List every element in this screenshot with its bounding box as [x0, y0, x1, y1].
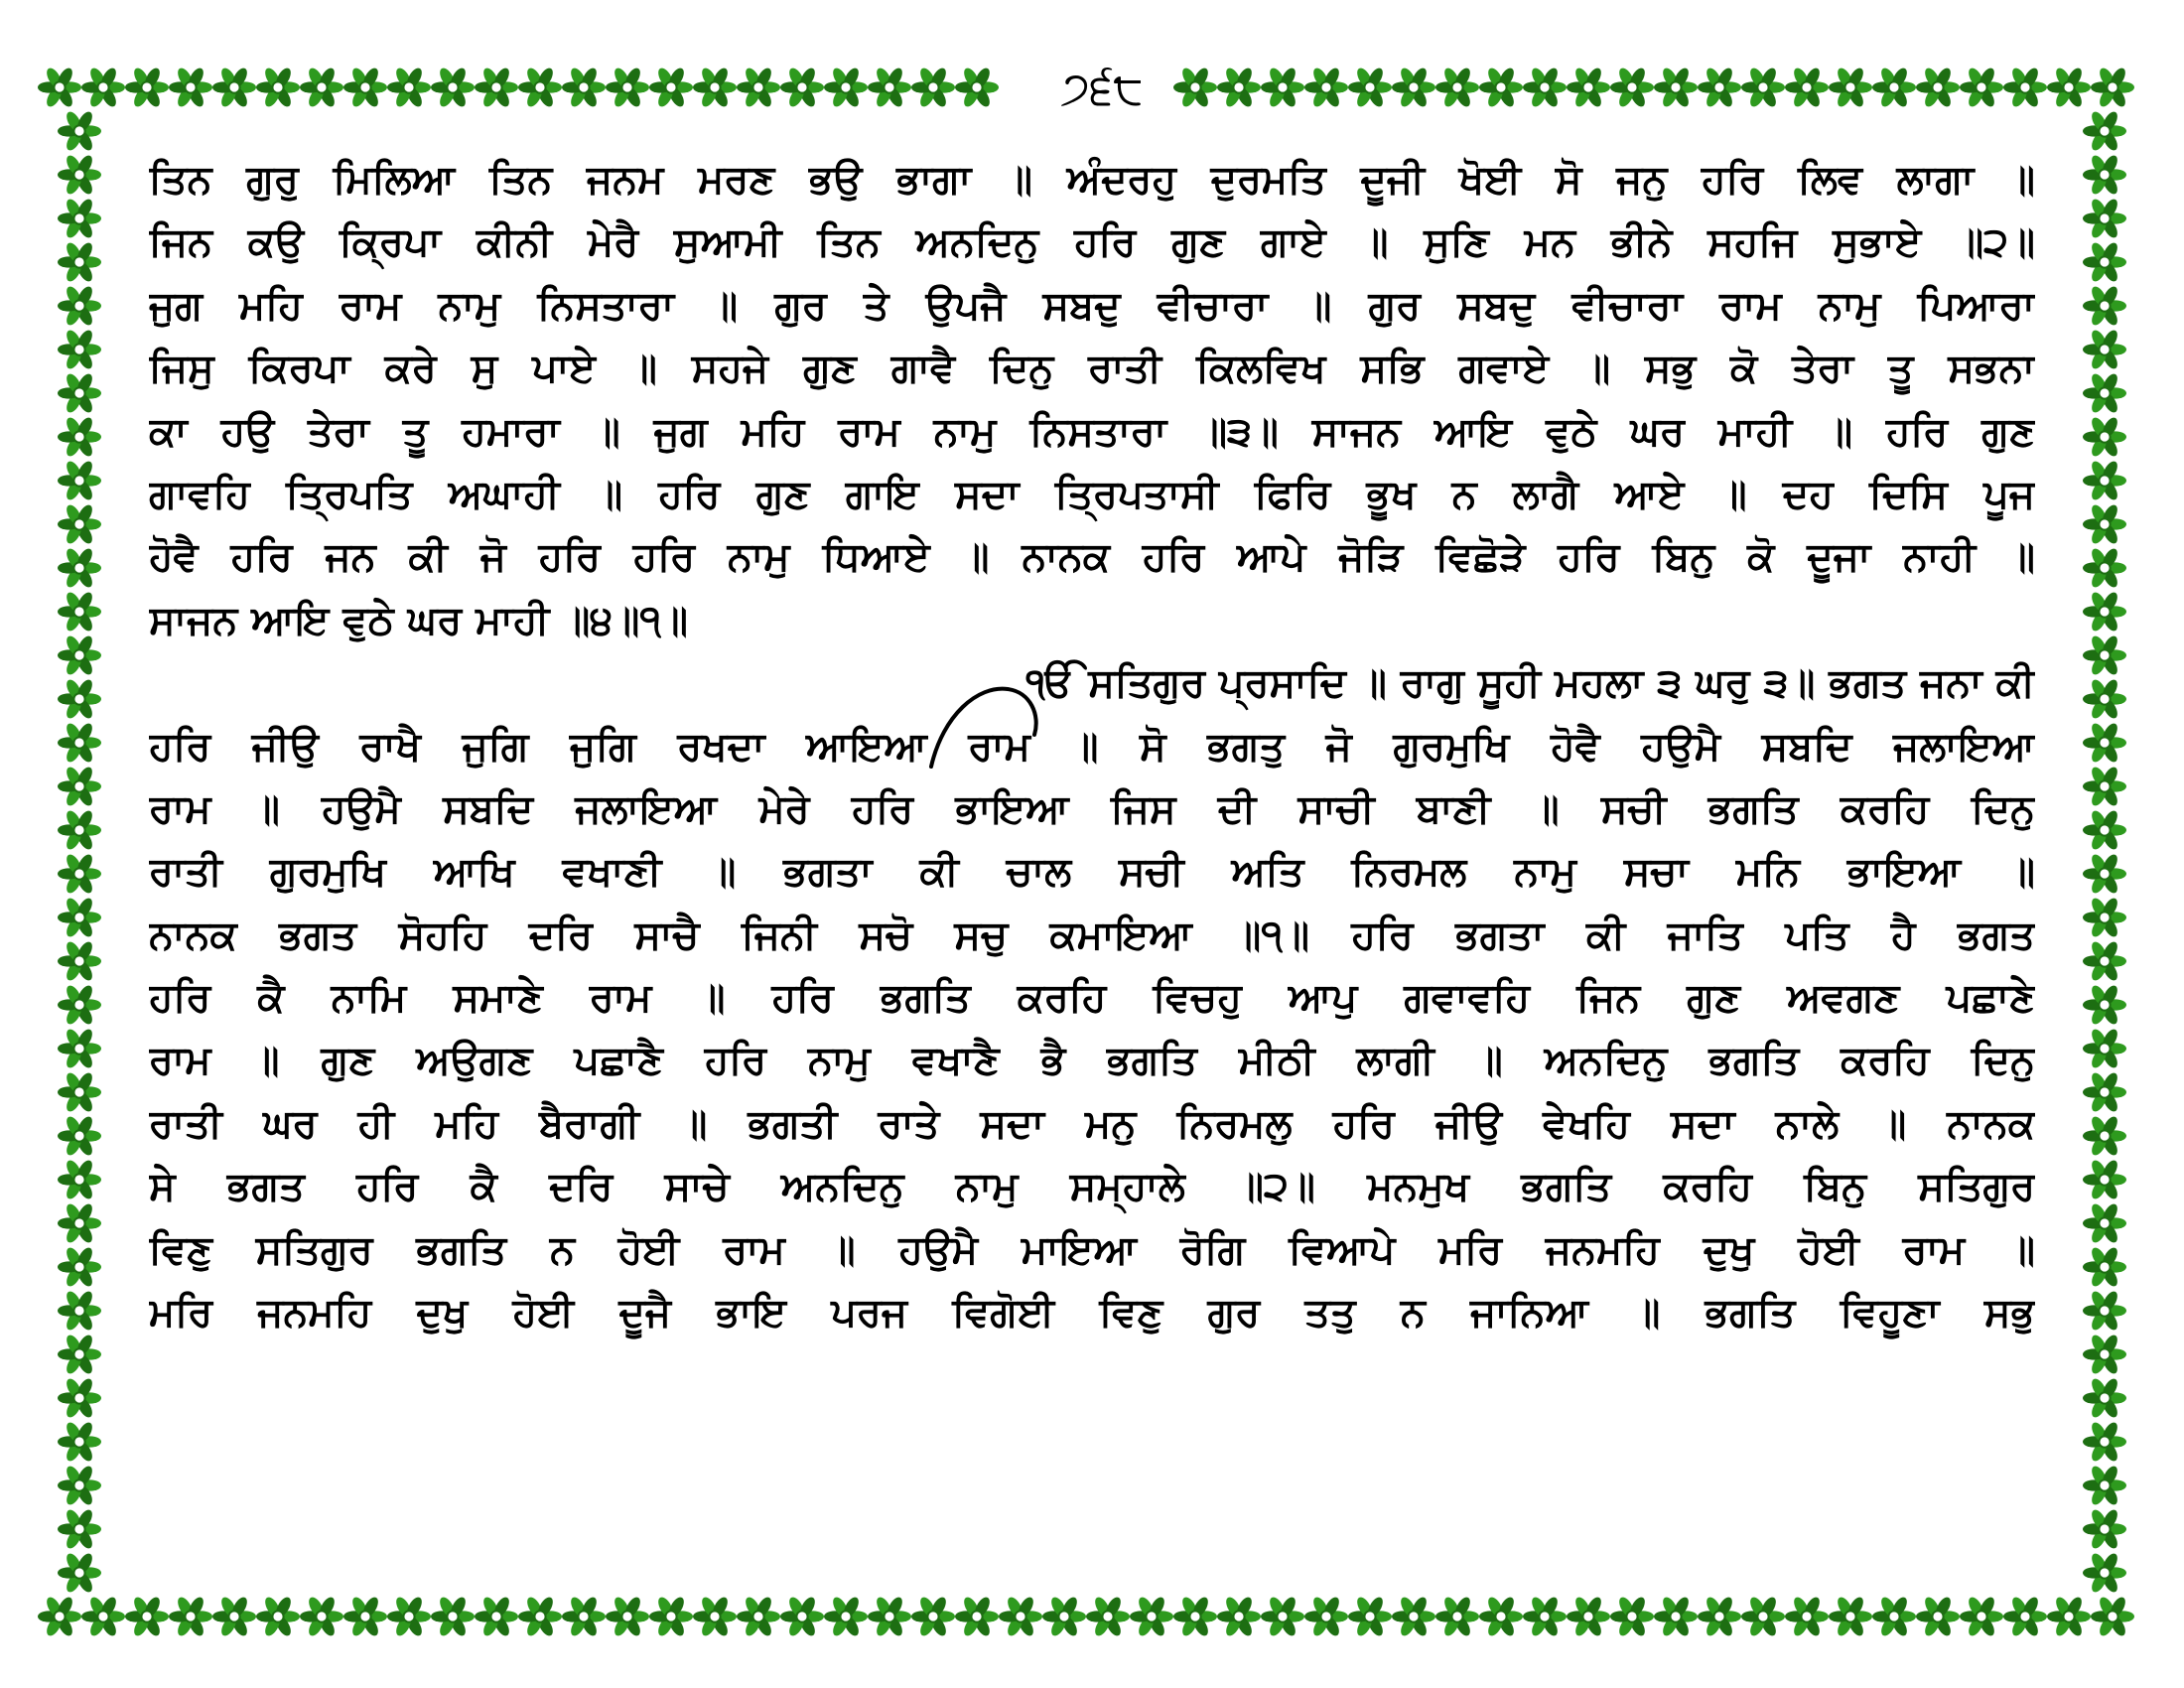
flower-ornament-icon — [58, 1420, 101, 1464]
text-line: ਗਾਵਹਿ ਤ੍ਰਿਪਤਿ ਅਘਾਹੀ ॥ ਹਰਿ ਗੁਣ ਗਾਇ ਸਦਾ ਤ੍ਰਿਪਤਾਸੀ ਫਿਰਿ ਭੂਖ ਨ ਲਾਗੈ ਆਏ ॥ ਦਹ ਦਿਸਿ ਪੂਜ — [149, 471, 2035, 517]
flower-ornament-icon — [606, 66, 649, 109]
text-line: ਰਾਮ ॥ ਹਉਮੈ ਸਬਦਿ ਜਲਾਇਆ ਮੇਰੇ ਹਰਿ ਭਾਇਆ ਜਿਸ ਦੀ ਸਾਚੀ ਬਾਣੀ ॥ ਸਚੀ ਭਗਤਿ ਕਰਹਿ ਦਿਨੁ — [149, 785, 2035, 832]
flower-ornament-icon — [169, 66, 212, 109]
flower-ornament-icon — [693, 1595, 737, 1638]
flower-ornament-icon — [824, 1595, 868, 1638]
flower-ornament-icon — [58, 546, 101, 590]
flower-ornament-icon — [1567, 66, 1610, 109]
flower-ornament-icon — [81, 1595, 125, 1638]
flower-ornament-icon — [1261, 66, 1304, 109]
flower-ornament-icon — [518, 66, 562, 109]
flower-ornament-icon — [2083, 983, 2126, 1027]
flower-ornament-icon — [1261, 1595, 1304, 1638]
flower-ornament-icon — [1304, 1595, 1348, 1638]
flower-ornament-icon — [2083, 1464, 2126, 1507]
flower-ornament-icon — [475, 66, 518, 109]
flower-ornament-icon — [58, 939, 101, 983]
flower-ornament-icon — [1479, 66, 1523, 109]
flower-ornament-icon — [2083, 721, 2126, 765]
text-line: ਹੋਵੈ ਹਰਿ ਜਨ ਕੀ ਜੋ ਹਰਿ ਹਰਿ ਨਾਮੁ ਧਿਆਏ ॥ ਨਾਨਕ ਹਰਿ ਆਪੇ ਜੋੜਿ ਵਿਛੋੜੇ ਹਰਿ ਬਿਨੁ ਕੋ ਦੂਜਾ ਨਾਹੀ ॥ — [149, 534, 2035, 581]
flower-ornament-icon — [58, 633, 101, 677]
flower-ornament-icon — [1916, 66, 1960, 109]
flower-ornament-icon — [58, 1201, 101, 1245]
flower-ornament-icon — [58, 197, 101, 240]
flower-ornament-icon — [1654, 1595, 1698, 1638]
flower-ornament-icon — [58, 677, 101, 721]
flower-ornament-icon — [2083, 1289, 2126, 1333]
flower-ornament-icon — [2083, 459, 2126, 502]
flower-ornament-icon — [125, 66, 169, 109]
flower-ornament-icon — [212, 1595, 256, 1638]
text-line: ਤਿਨ ਗੁਰੁ ਮਿਲਿਆ ਤਿਨ ਜਨਮ ਮਰਣ ਭਉ ਭਾਗਾ ॥ ਅੰਦਰਹੁ ਦੁਰਮਤਿ ਦੂਜੀ ਖੋਈ ਸੋ ਜਨੁ ਹਰਿ ਲਿਵ ਲਾਗਾ ॥ — [149, 157, 2035, 203]
flower-ornament-icon — [911, 1595, 955, 1638]
flower-ornament-icon — [1435, 1595, 1479, 1638]
flower-ornament-icon — [2083, 1245, 2126, 1289]
flower-ornament-icon — [2091, 1595, 2134, 1638]
flower-ornament-icon — [1130, 1595, 1173, 1638]
flower-ornament-icon — [58, 896, 101, 939]
flower-ornament-icon — [58, 1070, 101, 1114]
text-line: ਹਰਿ ਜੀਉ ਰਾਖੈ ਜੁਗਿ ਜੁਗਿ ਰਖਦਾ ਆਇਆ ਰਾਮ ॥ ਸੋ ਭਗਤੁ ਜੋ ਗੁਰਮੁਖਿ ਹੋਵੈ ਹਉਮੈ ਸਬਦਿ ਜਲਾਇਆ — [149, 723, 2035, 770]
flower-ornament-icon — [58, 1376, 101, 1420]
flower-ornament-icon — [58, 721, 101, 765]
flower-ornament-icon — [1829, 66, 1872, 109]
flower-ornament-icon — [1698, 1595, 1741, 1638]
flower-ornament-icon — [169, 1595, 212, 1638]
flower-ornament-icon — [2083, 896, 2126, 939]
flower-ornament-icon — [256, 1595, 300, 1638]
flower-ornament-icon — [2083, 415, 2126, 459]
flower-ornament-icon — [1610, 66, 1654, 109]
shabad-heading: ੴ ਸਤਿਗੁਰ ਪ੍ਰਸਾਦਿ ॥ ਰਾਗੁ ਸੂਹੀ ਮਹਲਾ ੩ ਘਰੁ ੩॥ ਭਗਤ ਜਨਾ ਕੀ — [1025, 660, 2035, 707]
flower-ornament-icon — [2003, 66, 2047, 109]
flower-ornament-icon — [58, 371, 101, 415]
text-line: ਜੁਗ ਮਹਿ ਰਾਮ ਨਾਮੁ ਨਿਸਤਾਰਾ ॥ ਗੁਰ ਤੇ ਉਪਜੈ ਸਬਦੁ ਵੀਚਾਰਾ ॥ ਗੁਰ ਸਬਦੁ ਵੀਚਾਰਾ ਰਾਮ ਨਾਮੁ ਪਿਆਰਾ — [149, 282, 2035, 329]
flower-ornament-icon — [1829, 1595, 1872, 1638]
flower-ornament-icon — [1392, 66, 1435, 109]
flower-ornament-icon — [58, 109, 101, 153]
flower-ornament-icon — [2083, 197, 2126, 240]
text-line: ਰਾਤੀ ਗੁਰਮੁਖਿ ਆਖਿ ਵਖਾਣੀ ॥ ਭਗਤਾ ਕੀ ਚਾਲ ਸਚੀ ਅਤਿ ਨਿਰਮਲ ਨਾਮੁ ਸਚਾ ਮਨਿ ਭਾਇਆ ॥ — [149, 849, 2035, 896]
flower-ornament-icon — [2083, 240, 2126, 284]
flower-ornament-icon — [58, 1114, 101, 1158]
flower-ornament-icon — [1567, 1595, 1610, 1638]
flower-ornament-icon — [780, 1595, 824, 1638]
flower-ornament-icon — [1304, 66, 1348, 109]
flower-ornament-icon — [2083, 328, 2126, 371]
flower-ornament-icon — [58, 284, 101, 328]
text-line: ਮਰਿ ਜਨਮਹਿ ਦੁਖੁ ਹੋਈ ਦੂਜੈ ਭਾਇ ਪਰਜ ਵਿਗੋਈ ਵਿਣੁ ਗੁਰ ਤਤੁ ਨ ਜਾਨਿਆ ॥ ਭਗਤਿ ਵਿਹੂਣਾ ਸਭੁ — [149, 1290, 2035, 1336]
flower-ornament-icon — [2083, 371, 2126, 415]
flower-ornament-icon — [649, 66, 693, 109]
flower-ornament-icon — [824, 66, 868, 109]
flower-ornament-icon — [1348, 66, 1392, 109]
flower-ornament-icon — [2083, 1507, 2126, 1551]
flower-ornament-icon — [1217, 66, 1261, 109]
flower-ornament-icon — [955, 1595, 999, 1638]
flower-ornament-icon — [387, 1595, 431, 1638]
flower-ornament-icon — [2083, 765, 2126, 808]
flower-ornament-icon — [737, 66, 780, 109]
text-line: ਨਾਨਕ ਭਗਤ ਸੋਹਹਿ ਦਰਿ ਸਾਚੈ ਜਿਨੀ ਸਚੋ ਸਚੁ ਕਮਾਇਆ ॥੧॥ ਹਰਿ ਭਗਤਾ ਕੀ ਜਾਤਿ ਪਤਿ ਹੈ ਭਗਤ — [149, 912, 2035, 958]
flower-ornament-icon — [300, 1595, 343, 1638]
flower-ornament-icon — [58, 240, 101, 284]
flower-ornament-icon — [1217, 1595, 1261, 1638]
flower-ornament-icon — [2083, 590, 2126, 633]
flower-ornament-icon — [1173, 66, 1217, 109]
flower-ornament-icon — [387, 66, 431, 109]
page-number: ੭੬੮ — [1032, 58, 1171, 117]
flower-ornament-icon — [58, 1464, 101, 1507]
flower-ornament-icon — [1435, 66, 1479, 109]
flower-ornament-icon — [58, 153, 101, 197]
flower-ornament-icon — [38, 66, 81, 109]
flower-ornament-icon — [58, 328, 101, 371]
flower-ornament-icon — [431, 66, 475, 109]
flower-ornament-icon — [2083, 1070, 2126, 1114]
flower-ornament-icon — [256, 66, 300, 109]
flower-ornament-icon — [58, 1507, 101, 1551]
flower-ornament-icon — [606, 1595, 649, 1638]
flower-ornament-icon — [1173, 1595, 1217, 1638]
flower-ornament-icon — [58, 1158, 101, 1201]
flower-ornament-icon — [212, 66, 256, 109]
flower-ornament-icon — [58, 1245, 101, 1289]
flower-ornament-icon — [2083, 109, 2126, 153]
flower-ornament-icon — [431, 1595, 475, 1638]
flower-ornament-icon — [868, 1595, 911, 1638]
flower-ornament-icon — [58, 765, 101, 808]
flower-ornament-icon — [2091, 66, 2134, 109]
flower-ornament-icon — [2083, 1551, 2126, 1595]
flower-ornament-icon — [2083, 1376, 2126, 1420]
flower-ornament-icon — [58, 1289, 101, 1333]
flower-ornament-icon — [1741, 1595, 1785, 1638]
flower-ornament-icon — [125, 1595, 169, 1638]
flower-ornament-icon — [562, 1595, 606, 1638]
flower-ornament-icon — [2047, 66, 2091, 109]
flower-ornament-icon — [58, 1027, 101, 1070]
flower-ornament-icon — [1785, 1595, 1829, 1638]
flower-ornament-icon — [2083, 939, 2126, 983]
text-line: ਹਰਿ ਕੈ ਨਾਮਿ ਸਮਾਣੇ ਰਾਮ ॥ ਹਰਿ ਭਗਤਿ ਕਰਹਿ ਵਿਚਹੁ ਆਪੁ ਗਵਾਵਹਿ ਜਿਨ ਗੁਣ ਅਵਗਣ ਪਛਾਣੇ — [149, 975, 2035, 1022]
flower-ornament-icon — [2083, 1114, 2126, 1158]
flower-ornament-icon — [2083, 677, 2126, 721]
flower-ornament-icon — [562, 66, 606, 109]
flower-ornament-icon — [518, 1595, 562, 1638]
flower-ornament-icon — [2083, 1158, 2126, 1201]
flower-ornament-icon — [955, 66, 999, 109]
flower-ornament-icon — [2083, 633, 2126, 677]
text-line: ਜਿਨ ਕਉ ਕ੍ਰਿਪਾ ਕੀਨੀ ਮੇਰੈ ਸੁਆਮੀ ਤਿਨ ਅਨਦਿਨੁ ਹਰਿ ਗੁਣ ਗਾਏ ॥ ਸੁਣਿ ਮਨ ਭੀਨੇ ਸਹਜਿ ਸੁਭਾਏ ॥੨॥ — [149, 219, 2035, 266]
flower-ornament-icon — [58, 459, 101, 502]
flower-ornament-icon — [2083, 1027, 2126, 1070]
flower-ornament-icon — [38, 1595, 81, 1638]
text-line: ਸੇ ਭਗਤ ਹਰਿ ਕੈ ਦਰਿ ਸਾਚੇ ਅਨਦਿਨੁ ਨਾਮੁ ਸਮ੍ਹਾਲੇ ॥੨॥ ਮਨਮੁਖ ਭਗਤਿ ਕਰਹਿ ਬਿਨੁ ਸਤਿਗੁਰ — [149, 1164, 2035, 1210]
flower-ornament-icon — [58, 1551, 101, 1595]
flower-ornament-icon — [1960, 66, 2003, 109]
scripture-text — [149, 149, 2035, 1344]
flower-ornament-icon — [1960, 1595, 2003, 1638]
text-line: ਰਾਮ ॥ ਗੁਣ ਅਉਗਣ ਪਛਾਣੈ ਹਰਿ ਨਾਮੁ ਵਖਾਣੈ ਭੈ ਭਗਤਿ ਮੀਠੀ ਲਾਗੀ ॥ ਅਨਦਿਨੁ ਭਗਤਿ ਕਰਹਿ ਦਿਨੁ — [149, 1038, 2035, 1084]
flower-ornament-icon — [81, 66, 125, 109]
flower-ornament-icon — [1610, 1595, 1654, 1638]
flower-ornament-icon — [1523, 66, 1567, 109]
flower-ornament-icon — [1872, 66, 1916, 109]
flower-ornament-icon — [868, 66, 911, 109]
flower-ornament-icon — [911, 66, 955, 109]
flower-ornament-icon — [2083, 546, 2126, 590]
flower-ornament-icon — [58, 852, 101, 896]
flower-ornament-icon — [1392, 1595, 1435, 1638]
flower-ornament-icon — [2083, 808, 2126, 852]
flower-ornament-icon — [2083, 284, 2126, 328]
flower-ornament-icon — [1741, 66, 1785, 109]
flower-ornament-icon — [343, 1595, 387, 1638]
flower-ornament-icon — [737, 1595, 780, 1638]
flower-ornament-icon — [1523, 1595, 1567, 1638]
text-line: ਜਿਸੁ ਕਿਰਪਾ ਕਰੇ ਸੁ ਪਾਏ ॥ ਸਹਜੇ ਗੁਣ ਗਾਵੈ ਦਿਨੁ ਰਾਤੀ ਕਿਲਵਿਖ ਸਭਿ ਗਵਾਏ ॥ ਸਭੁ ਕੋ ਤੇਰਾ ਤੂ ਸਭਨਾ — [149, 346, 2035, 392]
flower-ornament-icon — [2083, 153, 2126, 197]
text-line-stanza-end: ਸਾਜਨ ਆਇ ਵੁਠੇ ਘਰ ਮਾਹੀ ॥੪॥੧॥ — [149, 597, 688, 643]
flower-ornament-icon — [649, 1595, 693, 1638]
flower-ornament-icon — [1916, 1595, 1960, 1638]
flower-ornament-icon — [58, 590, 101, 633]
flower-ornament-icon — [1785, 66, 1829, 109]
flower-ornament-icon — [2083, 852, 2126, 896]
text-line: ਕਾ ਹਉ ਤੇਰਾ ਤੂ ਹਮਾਰਾ ॥ ਜੁਗ ਮਹਿ ਰਾਮ ਨਾਮੁ ਨਿਸਤਾਰਾ ॥੩॥ ਸਾਜਨ ਆਇ ਵੁਠੇ ਘਰ ਮਾਹੀ ॥ ਹਰਿ ਗੁਣ — [149, 408, 2035, 455]
flower-ornament-icon — [1872, 1595, 1916, 1638]
flower-ornament-icon — [300, 66, 343, 109]
flower-ornament-icon — [475, 1595, 518, 1638]
flower-ornament-icon — [58, 415, 101, 459]
text-line: ਰਾਤੀ ਘਰ ਹੀ ਮਹਿ ਬੈਰਾਗੀ ॥ ਭਗਤੀ ਰਾਤੇ ਸਦਾ ਮਨੁ ਨਿਰਮਲੁ ਹਰਿ ਜੀਉ ਵੇਖਹਿ ਸਦਾ ਨਾਲੇ ॥ ਨਾਨਕ — [149, 1100, 2035, 1147]
flower-ornament-icon — [1348, 1595, 1392, 1638]
flower-ornament-icon — [2003, 1595, 2047, 1638]
flower-ornament-icon — [780, 66, 824, 109]
flower-ornament-icon — [1479, 1595, 1523, 1638]
flower-ornament-icon — [2083, 1201, 2126, 1245]
flower-ornament-icon — [693, 66, 737, 109]
flower-ornament-icon — [2083, 502, 2126, 546]
flower-ornament-icon — [2083, 1420, 2126, 1464]
flower-ornament-icon — [1042, 1595, 1086, 1638]
flower-ornament-icon — [58, 1333, 101, 1376]
flower-ornament-icon — [2083, 1333, 2126, 1376]
flower-ornament-icon — [58, 502, 101, 546]
text-line: ਵਿਣੁ ਸਤਿਗੁਰ ਭਗਤਿ ਨ ਹੋਈ ਰਾਮ ॥ ਹਉਮੈ ਮਾਇਆ ਰੋਗਿ ਵਿਆਪੇ ਮਰਿ ਜਨਮਹਿ ਦੁਖੁ ਹੋਈ ਰਾਮ ॥ — [149, 1226, 2035, 1273]
flower-ornament-icon — [1698, 66, 1741, 109]
flower-ornament-icon — [1086, 1595, 1130, 1638]
flower-ornament-icon — [343, 66, 387, 109]
flower-ornament-icon — [999, 1595, 1042, 1638]
flower-ornament-icon — [58, 808, 101, 852]
flower-ornament-icon — [58, 983, 101, 1027]
flower-ornament-icon — [2047, 1595, 2091, 1638]
flower-ornament-icon — [1654, 66, 1698, 109]
